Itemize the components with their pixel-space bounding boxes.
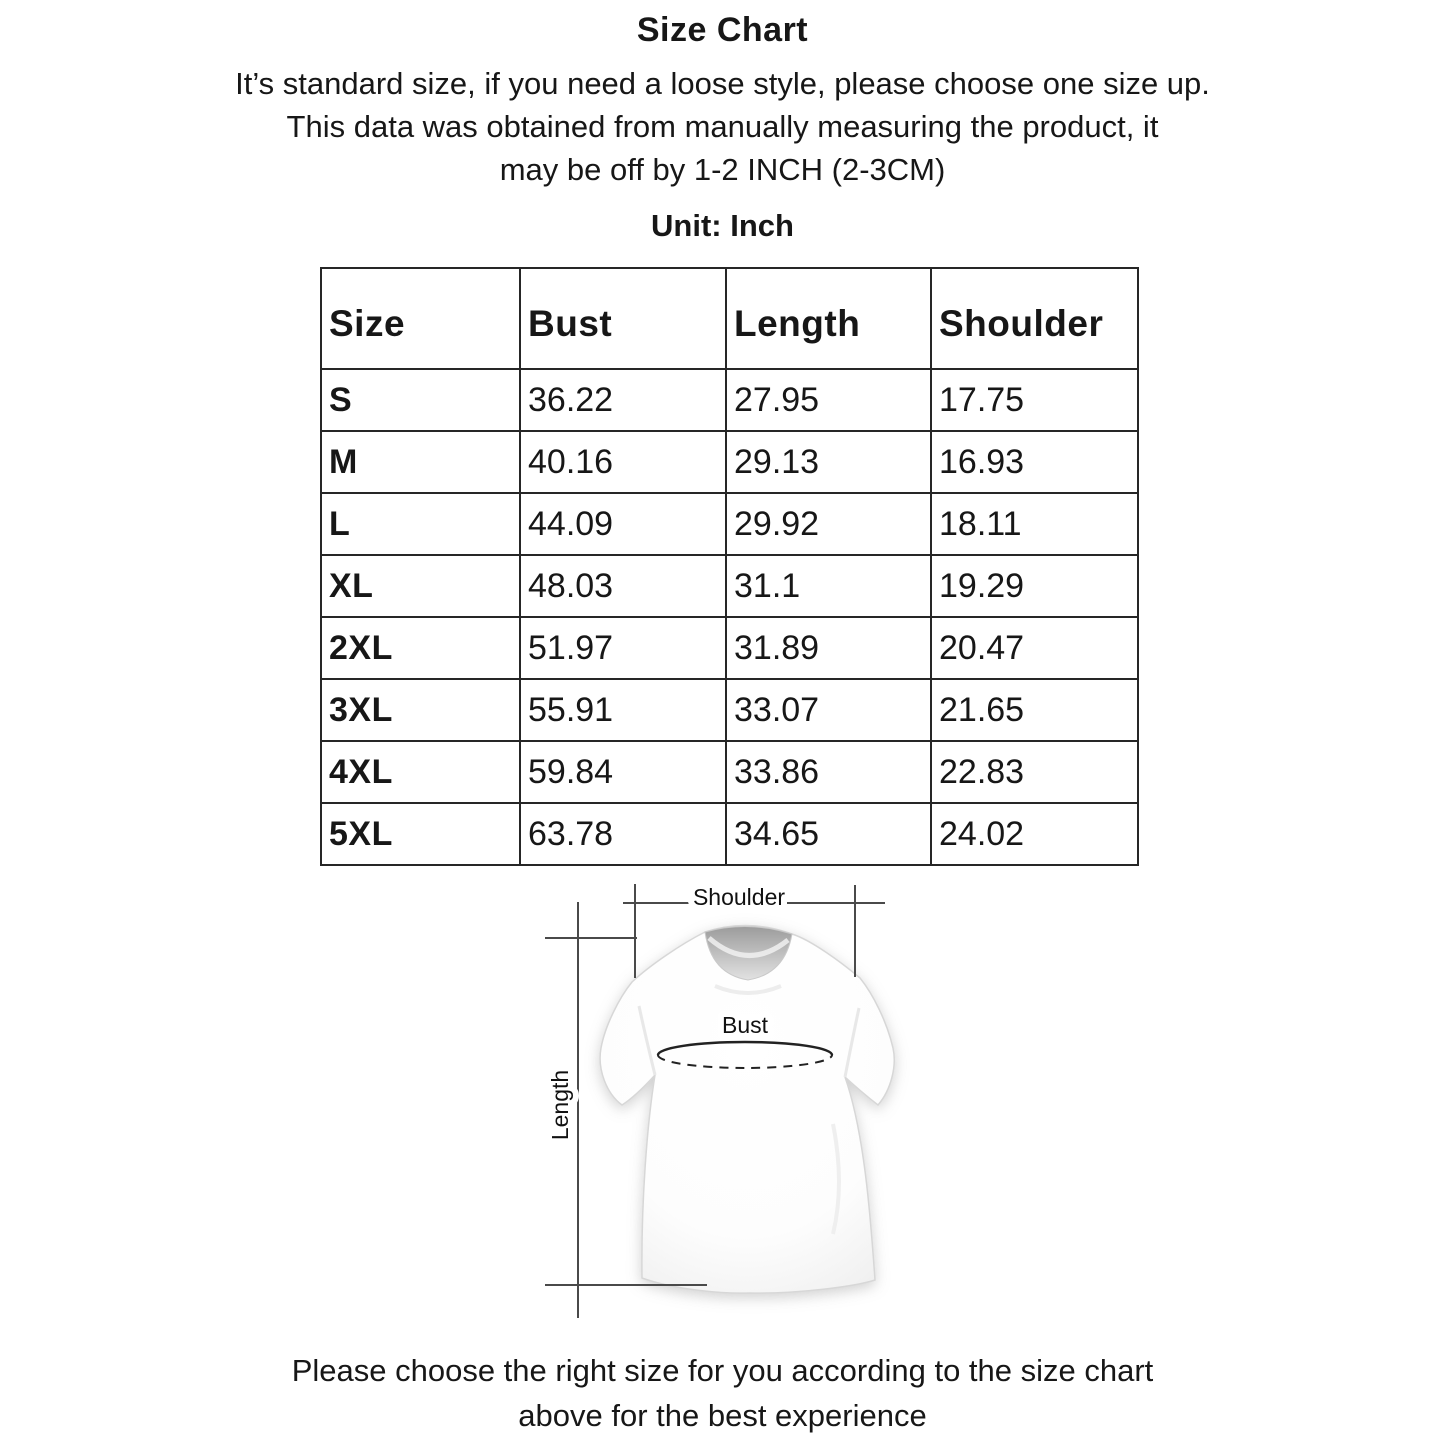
cell-shoulder: 17.75	[931, 369, 1138, 431]
unit-label: Unit: Inch	[651, 208, 794, 243]
cell-bust: 51.97	[520, 617, 726, 679]
footer-note	[0, 1348, 1445, 1438]
page-description	[0, 62, 1445, 191]
table-row	[321, 369, 1138, 431]
table-row	[321, 741, 1138, 803]
table-row	[321, 555, 1138, 617]
cell-size: M	[321, 431, 520, 493]
cell-shoulder: 24.02	[931, 803, 1138, 865]
cell-shoulder: 18.11	[931, 493, 1138, 555]
cell-size: 2XL	[321, 617, 520, 679]
header-length: Length	[726, 268, 931, 369]
cell-shoulder: 16.93	[931, 431, 1138, 493]
cell-bust: 48.03	[520, 555, 726, 617]
bust-label: Bust	[721, 1012, 769, 1038]
cell-length: 33.86	[726, 741, 931, 803]
cell-size: 4XL	[321, 741, 520, 803]
cell-shoulder: 20.47	[931, 617, 1138, 679]
cell-length: 33.07	[726, 679, 931, 741]
cell-size: 5XL	[321, 803, 520, 865]
tshirt-illustration	[600, 925, 894, 1293]
cell-size: S	[321, 369, 520, 431]
table-row	[321, 431, 1138, 493]
cell-shoulder: 19.29	[931, 555, 1138, 617]
cell-bust: 40.16	[520, 431, 726, 493]
tshirt-measurement-diagram	[535, 874, 1010, 1344]
cell-bust: 59.84	[520, 741, 726, 803]
cell-size: 3XL	[321, 679, 520, 741]
description-line-1: It’s standard size, if you need a loose style, please choose one size up.	[235, 66, 1210, 101]
header-size: Size	[321, 268, 520, 369]
cell-length: 29.92	[726, 493, 931, 555]
cell-shoulder: 22.83	[931, 741, 1138, 803]
header-bust: Bust	[520, 268, 726, 369]
length-label: Length	[547, 1069, 573, 1141]
shoulder-label: Shoulder	[692, 884, 786, 910]
footer-line-2: above for the best experience	[518, 1398, 927, 1433]
description-line-2: This data was obtained from manually measuring the product, it	[286, 109, 1159, 144]
table-row	[321, 803, 1138, 865]
header-shoulder: Shoulder	[931, 268, 1138, 369]
cell-bust: 44.09	[520, 493, 726, 555]
table-row	[321, 617, 1138, 679]
description-line-3: may be off by 1-2 INCH (2-3CM)	[499, 152, 946, 187]
page-title: Size Chart	[636, 11, 809, 49]
cell-length: 31.1	[726, 555, 931, 617]
table-row	[321, 679, 1138, 741]
table-header-row	[321, 268, 1138, 369]
cell-length: 27.95	[726, 369, 931, 431]
cell-bust: 55.91	[520, 679, 726, 741]
size-table	[320, 267, 1139, 866]
cell-length: 29.13	[726, 431, 931, 493]
footer-line-1: Please choose the right size for you according to the size chart	[291, 1353, 1154, 1388]
cell-shoulder: 21.65	[931, 679, 1138, 741]
cell-bust: 36.22	[520, 369, 726, 431]
cell-size: XL	[321, 555, 520, 617]
cell-size: L	[321, 493, 520, 555]
cell-length: 34.65	[726, 803, 931, 865]
table-row	[321, 493, 1138, 555]
tshirt-body	[600, 925, 894, 1293]
cell-bust: 63.78	[520, 803, 726, 865]
cell-length: 31.89	[726, 617, 931, 679]
